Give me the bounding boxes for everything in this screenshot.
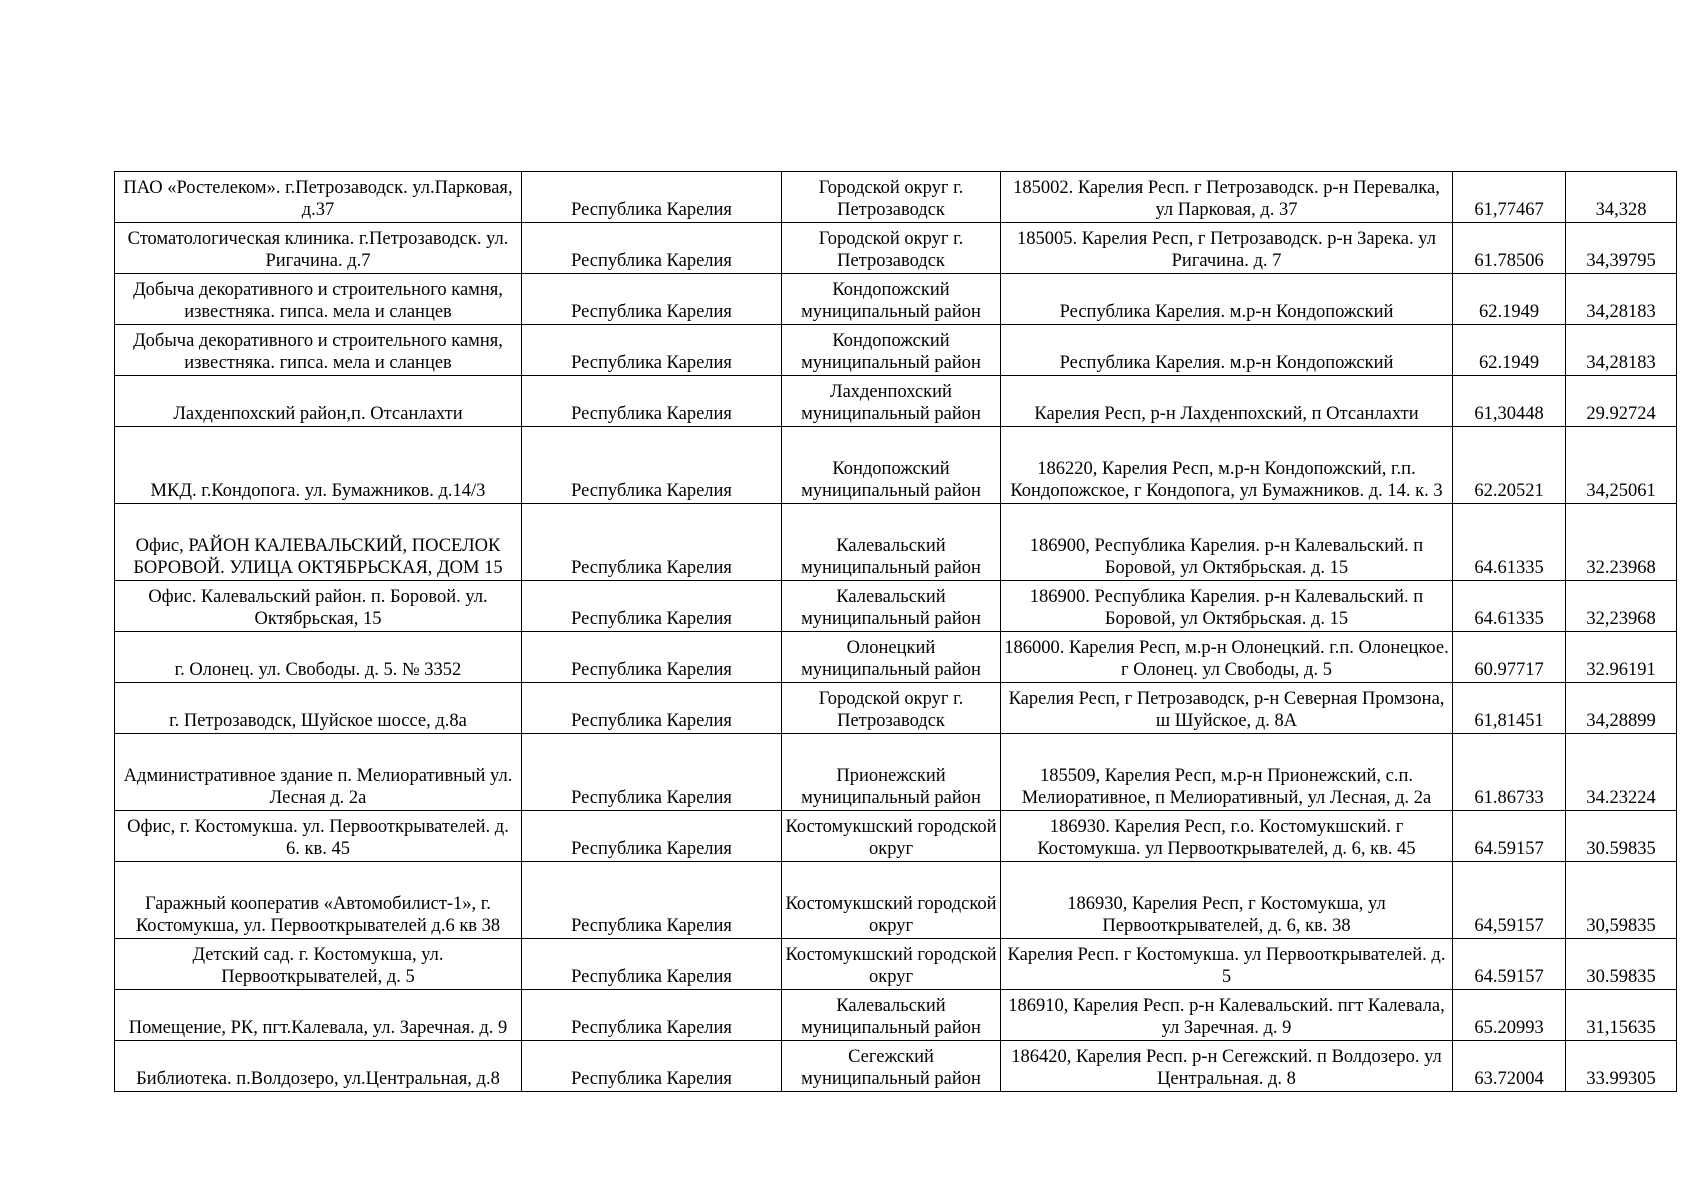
district-cell: Сегежский муниципальный район — [782, 1041, 1001, 1092]
latitude-cell: 61,81451 — [1453, 683, 1566, 734]
region-cell: Республика Карелия — [522, 990, 782, 1041]
address-cell: 186900. Республика Карелия. р-н Калевальский. п Боровой, ул Октябрьская. д. 15 — [1001, 581, 1453, 632]
address-cell: 186220, Карелия Респ, м.р-н Кондопожский, г.п. Кондопожское, г Кондопога, ул Бумажников. д. 14. к. 3 — [1001, 427, 1453, 504]
table-row — [115, 683, 1677, 734]
object-name-cell: Добыча декоративного и строительного камня, известняка. гипса. мела и сланцев — [115, 274, 522, 325]
address-cell: Карелия Респ, р-н Лахденпохский, п Отсанлахти — [1001, 376, 1453, 427]
address-cell: 186930. Карелия Респ, г.о. Костомукшский. г Костомукша. ул Первооткрывателей, д. 6, кв. 45 — [1001, 811, 1453, 862]
district-cell: Олонецкий муниципальный район — [782, 632, 1001, 683]
latitude-cell: 65.20993 — [1453, 990, 1566, 1041]
longitude-cell: 34,28899 — [1566, 683, 1677, 734]
address-cell: Республика Карелия. м.р-н Кондопожский — [1001, 325, 1453, 376]
latitude-cell: 61,30448 — [1453, 376, 1566, 427]
table-row — [115, 581, 1677, 632]
longitude-cell: 34,328 — [1566, 172, 1677, 223]
table-row — [115, 172, 1677, 223]
district-cell: Лахденпохский муниципальный район — [782, 376, 1001, 427]
region-cell: Республика Карелия — [522, 811, 782, 862]
address-cell: 185002. Карелия Респ. г Петрозаводск. р-н Перевалка, ул Парковая, д. 37 — [1001, 172, 1453, 223]
address-cell: 186910, Карелия Респ. р-н Калевальский. пгт Калевала, ул Заречная. д. 9 — [1001, 990, 1453, 1041]
object-name-cell: Стоматологическая клиника. г.Петрозаводск. ул. Ригачина. д.7 — [115, 223, 522, 274]
address-cell: Карелия Респ, г Петрозаводск, р-н Северная Промзона, ш Шуйское, д. 8А — [1001, 683, 1453, 734]
object-name-cell: Помещение, РК, пгт.Калевала, ул. Заречная. д. 9 — [115, 990, 522, 1041]
longitude-cell: 29.92724 — [1566, 376, 1677, 427]
latitude-cell: 62.20521 — [1453, 427, 1566, 504]
address-cell: Республика Карелия. м.р-н Кондопожский — [1001, 274, 1453, 325]
latitude-cell: 60.97717 — [1453, 632, 1566, 683]
district-cell: Костомукшский городской округ — [782, 811, 1001, 862]
district-cell: Костомукшский городской округ — [782, 939, 1001, 990]
longitude-cell: 32.96191 — [1566, 632, 1677, 683]
district-cell: Городской округ г. Петрозаводск — [782, 172, 1001, 223]
latitude-cell: 63.72004 — [1453, 1041, 1566, 1092]
object-name-cell: Детский сад. г. Костомукша, ул. Первооткрывателей, д. 5 — [115, 939, 522, 990]
latitude-cell: 64,59157 — [1453, 862, 1566, 939]
region-cell: Республика Карелия — [522, 581, 782, 632]
object-name-cell: г. Олонец. ул. Свободы. д. 5. № 3352 — [115, 632, 522, 683]
latitude-cell: 61.86733 — [1453, 734, 1566, 811]
longitude-cell: 33.99305 — [1566, 1041, 1677, 1092]
district-cell: Кондопожский муниципальный район — [782, 325, 1001, 376]
table-row — [115, 223, 1677, 274]
object-name-cell: МКД. г.Кондопога. ул. Бумажников. д.14/3 — [115, 427, 522, 504]
region-cell: Республика Карелия — [522, 862, 782, 939]
region-cell: Республика Карелия — [522, 683, 782, 734]
table-row — [115, 325, 1677, 376]
district-cell: Кондопожский муниципальный район — [782, 274, 1001, 325]
object-name-cell: Гаражный кооператив «Автомобилист-1», г. Костомукша, ул. Первооткрывателей д.6 кв 38 — [115, 862, 522, 939]
address-cell: Карелия Респ. г Костомукша. ул Первооткрывателей. д. 5 — [1001, 939, 1453, 990]
table-row — [115, 862, 1677, 939]
address-cell: 186420, Карелия Респ. р-н Сегежский. п Волдозеро. ул Центральная. д. 8 — [1001, 1041, 1453, 1092]
table-row — [115, 504, 1677, 581]
district-cell: Калевальский муниципальный район — [782, 504, 1001, 581]
address-cell: 185509, Карелия Респ, м.р-н Прионежский, с.п. Мелиоративное, п Мелиоративный, ул Лесная, д. 2а — [1001, 734, 1453, 811]
region-cell: Республика Карелия — [522, 939, 782, 990]
object-name-cell: Лахденпохский район,п. Отсанлахти — [115, 376, 522, 427]
latitude-cell: 64.61335 — [1453, 504, 1566, 581]
longitude-cell: 30.59835 — [1566, 939, 1677, 990]
object-name-cell: Офис, г. Костомукша. ул. Первооткрывателей. д. 6. кв. 45 — [115, 811, 522, 862]
table-row — [115, 427, 1677, 504]
longitude-cell: 34,28183 — [1566, 274, 1677, 325]
longitude-cell: 32,23968 — [1566, 581, 1677, 632]
longitude-cell: 31,15635 — [1566, 990, 1677, 1041]
address-table — [114, 171, 1677, 1092]
address-cell: 186930, Карелия Респ, г Костомукша, ул Первооткрывателей, д. 6, кв. 38 — [1001, 862, 1453, 939]
table-row — [115, 632, 1677, 683]
table-row — [115, 376, 1677, 427]
district-cell: Прионежский муниципальный район — [782, 734, 1001, 811]
object-name-cell: Офис, РАЙОН КАЛЕВАЛЬСКИЙ, ПОСЕЛОК БОРОВОЙ. УЛИЦА ОКТЯБРЬСКАЯ, ДОМ 15 — [115, 504, 522, 581]
region-cell: Республика Карелия — [522, 223, 782, 274]
object-name-cell: Административное здание п. Мелиоративный ул. Лесная д. 2а — [115, 734, 522, 811]
object-name-cell: г. Петрозаводск, Шуйское шоссе, д.8а — [115, 683, 522, 734]
latitude-cell: 64.59157 — [1453, 811, 1566, 862]
object-name-cell: Добыча декоративного и строительного камня, известняка. гипса. мела и сланцев — [115, 325, 522, 376]
latitude-cell: 61.78506 — [1453, 223, 1566, 274]
table-row — [115, 811, 1677, 862]
table-row — [115, 274, 1677, 325]
longitude-cell: 32.23968 — [1566, 504, 1677, 581]
object-name-cell: Библиотека. п.Волдозеро, ул.Центральная, д.8 — [115, 1041, 522, 1092]
latitude-cell: 64.59157 — [1453, 939, 1566, 990]
latitude-cell: 62.1949 — [1453, 274, 1566, 325]
address-cell: 186000. Карелия Респ, м.р-н Олонецкий. г.п. Олонецкое. г Олонец. ул Свободы, д. 5 — [1001, 632, 1453, 683]
region-cell: Республика Карелия — [522, 632, 782, 683]
region-cell: Республика Карелия — [522, 427, 782, 504]
region-cell: Республика Карелия — [522, 172, 782, 223]
longitude-cell: 34,39795 — [1566, 223, 1677, 274]
table-row — [115, 1041, 1677, 1092]
object-name-cell: Офис. Калевальский район. п. Боровой. ул. Октябрьская, 15 — [115, 581, 522, 632]
longitude-cell: 34,28183 — [1566, 325, 1677, 376]
district-cell: Костомукшский городской округ — [782, 862, 1001, 939]
region-cell: Республика Карелия — [522, 504, 782, 581]
table-row — [115, 939, 1677, 990]
district-cell: Калевальский муниципальный район — [782, 990, 1001, 1041]
district-cell: Кондопожский муниципальный район — [782, 427, 1001, 504]
table-row — [115, 990, 1677, 1041]
longitude-cell: 34.23224 — [1566, 734, 1677, 811]
address-cell: 185005. Карелия Респ, г Петрозаводск. р-н Зарека. ул Ригачина. д. 7 — [1001, 223, 1453, 274]
latitude-cell: 64.61335 — [1453, 581, 1566, 632]
district-cell: Калевальский муниципальный район — [782, 581, 1001, 632]
address-cell: 186900, Республика Карелия. р-н Калевальский. п Боровой, ул Октябрьская. д. 15 — [1001, 504, 1453, 581]
region-cell: Республика Карелия — [522, 734, 782, 811]
district-cell: Городской округ г. Петрозаводск — [782, 683, 1001, 734]
longitude-cell: 30.59835 — [1566, 811, 1677, 862]
longitude-cell: 34,25061 — [1566, 427, 1677, 504]
region-cell: Республика Карелия — [522, 1041, 782, 1092]
longitude-cell: 30,59835 — [1566, 862, 1677, 939]
object-name-cell: ПАО «Ростелеком». г.Петрозаводск. ул.Парковая, д.37 — [115, 172, 522, 223]
table-row — [115, 734, 1677, 811]
region-cell: Республика Карелия — [522, 376, 782, 427]
region-cell: Республика Карелия — [522, 274, 782, 325]
region-cell: Республика Карелия — [522, 325, 782, 376]
latitude-cell: 61,77467 — [1453, 172, 1566, 223]
latitude-cell: 62.1949 — [1453, 325, 1566, 376]
district-cell: Городской округ г. Петрозаводск — [782, 223, 1001, 274]
